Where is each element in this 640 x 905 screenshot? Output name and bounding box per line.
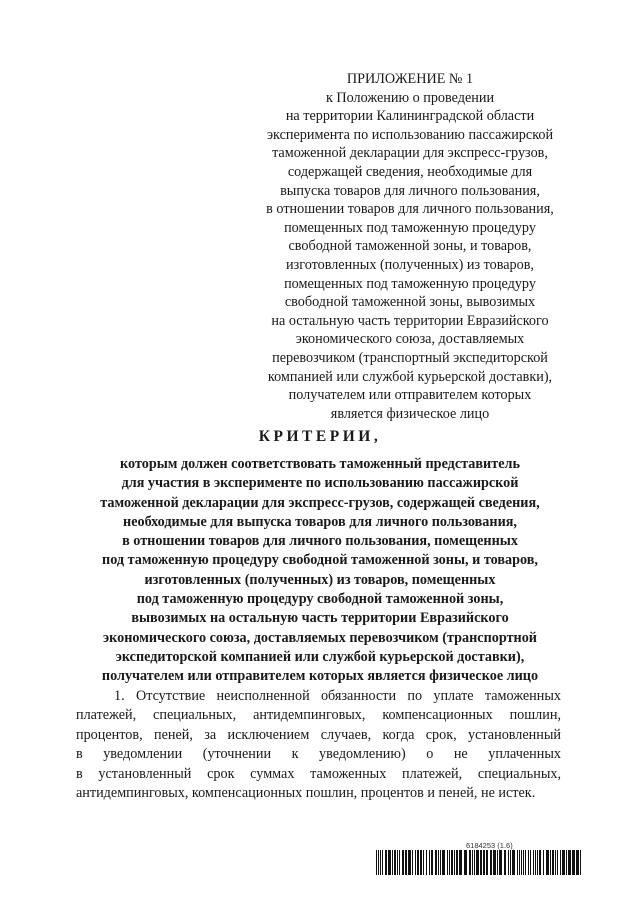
text-line: на территории Калининградской области	[285, 108, 535, 125]
text-line: экспедиторской компанией или службой курьерской доставки),	[115, 648, 525, 665]
text-line: экономического союза, доставляемых	[295, 331, 525, 348]
text-line: таможенной декларации для экспресс-грузов, содержащей сведения,	[100, 494, 540, 511]
text-line: перевозчиком (транспортный экспедиторской	[272, 349, 548, 366]
text-line: на остальную часть территории Евразийского	[271, 312, 549, 329]
text-line: помещенных под таможенную процедуру	[284, 275, 536, 292]
text-line: эксперимента по использованию пассажирской	[266, 126, 554, 143]
text-line: процентов, пеней, за исключением случаев, когда срок, установленный	[76, 726, 561, 743]
text-line: изготовленных (полученных) из товаров, помещенных	[144, 571, 496, 588]
appendix-header	[248, 70, 572, 423]
text-line: свободной таможенной зоны, и товаров,	[288, 238, 532, 255]
text-line: в отношении товаров для личного пользования, помещенных	[122, 533, 518, 550]
text-line: под таможенную процедуру свободной таможенной зоны,	[136, 591, 504, 608]
text-line: платежей, специальных, антидемпинговых, компенсационных пошлин,	[76, 707, 561, 724]
text-line: в отношении товаров для личного пользования,	[266, 201, 554, 218]
text-line: получателем или отправителем которых является физическое лицо	[101, 668, 539, 685]
text-line: экономического союза, доставляемых перевозчиком (транспортной	[103, 629, 537, 646]
text-line: в уведомлении (уточнении к уведомлению) о не уплаченных	[76, 746, 561, 763]
text-line: изготовленных (полученных) из товаров,	[286, 256, 534, 273]
barcode-icon	[376, 850, 584, 875]
text-line: 1. Отсутствие неисполненной обязанности по уплате таможенных	[114, 688, 561, 704]
text-line: вывозимых на остальную часть территории Евразийского	[131, 610, 509, 627]
document-number: 6184253 (1.6)	[466, 841, 513, 850]
text-line: свободной таможенной зоны, вывозимых	[284, 294, 536, 311]
text-line: является физическое лицо	[330, 405, 490, 422]
text-line: помещенных под таможенную процедуру	[284, 219, 536, 236]
criteria-title: КРИТЕРИИ,	[258, 428, 382, 445]
paragraph-1	[76, 687, 561, 803]
criteria-subtitle	[60, 455, 580, 687]
text-line: выпуска товаров для личного пользования,	[280, 182, 540, 199]
text-line: ПРИЛОЖЕНИЕ № 1	[346, 71, 474, 87]
text-line: в установленный срок суммах таможенных платежей, специальных,	[76, 765, 561, 782]
text-line: антидемпинговых, компенсационных пошлин, процентов и пеней, не истек.	[76, 785, 536, 802]
text-line: для участия в эксперименте по использованию пассажирской	[121, 475, 519, 492]
text-line: таможенной декларации для экспресс-грузов,	[272, 145, 548, 162]
text-line: компанией или службой курьерской доставки),	[267, 368, 553, 385]
text-line: которым должен соответствовать таможенный представитель	[120, 456, 520, 472]
text-line: под таможенную процедуру свободной таможенной зоны, и товаров,	[102, 552, 538, 569]
text-line: получателем или отправителем которых	[288, 387, 532, 404]
text-line: необходимые для выпуска товаров для личного пользования,	[123, 513, 517, 530]
text-line: к Положению о проведении	[325, 89, 495, 106]
text-line: содержащей сведения, необходимые для	[287, 163, 533, 180]
